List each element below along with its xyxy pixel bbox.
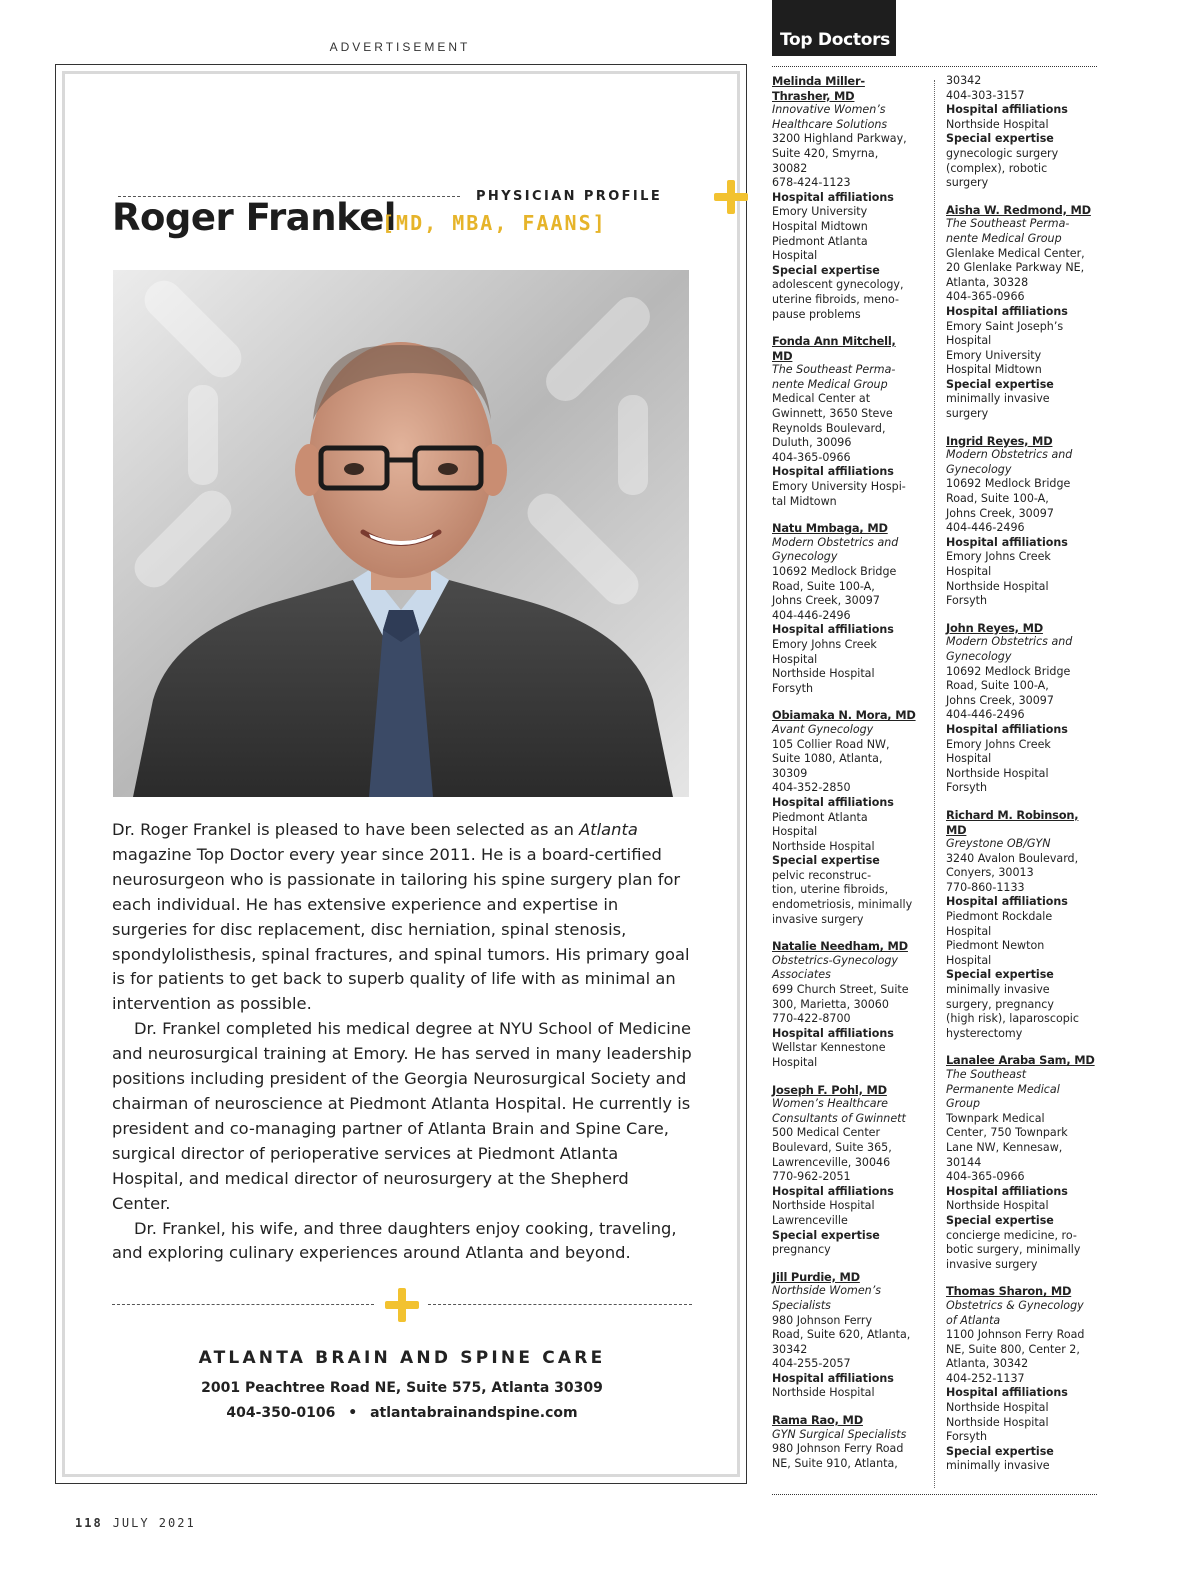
affiliation-line: Forsyth <box>946 1430 988 1444</box>
expertise-line: surgery <box>946 176 989 190</box>
doctor-list-left-column <box>772 74 928 1483</box>
address-line: Johns Creek, 30097 <box>946 693 1054 707</box>
affiliation-line: Hospital <box>772 249 818 263</box>
practice-name: nente Medical Group <box>772 377 888 391</box>
practice-name: Modern Obstetrics and <box>946 635 1073 649</box>
expertise-line: invasive surgery <box>772 912 864 926</box>
affiliation-line: Emory Johns Creek <box>946 737 1051 751</box>
address-line: Gwinnett, 3650 Steve <box>772 407 893 421</box>
address-line: 1100 Johnson Ferry Road <box>946 1328 1085 1342</box>
dotted-rule-top <box>772 66 1097 67</box>
expertise-label: Special expertise <box>946 1213 1054 1227</box>
affiliation-line: Forsyth <box>772 681 814 695</box>
phone-number: 678-424-1123 <box>772 176 851 190</box>
practice-name: The Southeast <box>946 1068 1027 1081</box>
bio-text: Dr. Roger Frankel is pleased to have been selected as an <box>112 820 580 839</box>
expertise-line: adolescent gynecology, <box>772 278 904 292</box>
portrait-illustration <box>113 270 689 797</box>
bio-paragraph-2: Dr. Frankel completed his medical degree at NYU School of Medicine and neurosurgical training at Emory. He has served in many leadership positions including president of the Georgia Neurosurgical Society and chairman of neuroscience at Piedmont Atlanta Hospital. He currently is president and co-managing partner of Atlanta Brain and Spine Care, surgical director of perioperative services at Piedmont Atlanta Hospital, and medical director of neurosurgery at the Shepherd Center. <box>112 1019 692 1213</box>
dotted-rule-bottom <box>772 1494 1097 1495</box>
practice-name: Gynecology <box>946 649 1012 663</box>
expertise-line: endometriosis, minimally <box>772 898 913 912</box>
address-line: Road, Suite 620, Atlanta, <box>772 1328 911 1342</box>
address-line: Road, Suite 100-A, <box>946 492 1049 506</box>
address-line: 30082 <box>772 161 808 175</box>
doctor-name: Melinda Miller- <box>772 74 865 88</box>
expertise-line: surgery <box>946 407 989 421</box>
address-line: Boulevard, Suite 365, <box>772 1140 892 1154</box>
affiliation-line: Emory Saint Joseph’s <box>946 319 1064 333</box>
practice-name: Consultants of Gwinnett <box>772 1111 906 1125</box>
expertise-line: minimally invasive <box>946 1459 1050 1473</box>
doctor-name: MD <box>772 348 793 363</box>
affiliation-line: Hospital <box>772 825 818 839</box>
doctor-entry <box>772 334 928 509</box>
affiliation-line: Hospital Midtown <box>946 363 1042 377</box>
physician-bio <box>112 818 692 1266</box>
practice-name: ATLANTA BRAIN AND SPINE CARE <box>198 1348 606 1368</box>
doctor-entry <box>772 1413 928 1471</box>
affiliation-line: Northside Hospital <box>946 1401 1049 1415</box>
affiliation-line: Hospital <box>946 565 992 578</box>
doctor-list-right-column <box>946 74 1102 1486</box>
practice-name: Women’s Healthcare <box>772 1097 888 1111</box>
expertise-line: concierge medicine, ro- <box>946 1228 1077 1242</box>
doctor-name: Ingrid Reyes, MD <box>946 433 1053 448</box>
address-line: 300, Marietta, 30060 <box>772 997 889 1011</box>
practice-name: Obstetrics-Gynecology <box>772 953 898 967</box>
doctor-entry <box>772 74 928 322</box>
address-line: NE, Suite 800, Center 2, <box>946 1342 1080 1356</box>
practice-name: Innovative Women’s <box>772 103 886 117</box>
affiliations-label: Hospital affiliations <box>772 1184 894 1198</box>
doctor-entry <box>772 521 928 696</box>
address-line: Suite 420, Smyrna, <box>772 146 879 160</box>
expertise-line: (high risk), laparoscopic <box>946 1012 1079 1026</box>
address-line: Lawrenceville, 30046 <box>772 1155 891 1169</box>
affiliation-line: Northside Hospital <box>946 579 1049 593</box>
address-line: 10692 Medlock Bridge <box>946 477 1071 491</box>
bio-text: magazine Top Doctor every year since 2011. He is a board-certified neurosurgeon who is passionate in tailoring his spine surgery plan for each individual. He has extensive experience and expertise in surgeries for disc replacement, disc herniation, spinal stenosis, spondylolisthesis, spinal fractures, and spinal tumors. His primary goal is for patients to get back to superb quality of life with as minimal an intervention as possible. <box>112 844 690 1014</box>
expertise-line: pelvic reconstruc- <box>772 868 872 882</box>
affiliation-line: Hospital <box>946 752 992 766</box>
page-number: 118 <box>75 1516 103 1530</box>
address-line: Road, Suite 100-A, <box>772 579 875 593</box>
expertise-label: Special expertise <box>946 132 1054 146</box>
doctor-entry <box>946 434 1102 609</box>
expertise-label: Special expertise <box>946 377 1054 391</box>
affiliation-line: tal Midtown <box>772 494 837 508</box>
affiliation-line: Northside Hospital <box>946 1199 1049 1213</box>
affiliations-label: Hospital affiliations <box>772 623 894 637</box>
affiliation-line: Hospital <box>946 924 992 938</box>
address-line: 20 Glenlake Parkway NE, <box>946 261 1085 275</box>
address-line: 3200 Highland Parkway, <box>772 132 907 146</box>
address-line: Lane NW, Kennesaw, <box>946 1140 1063 1154</box>
expertise-line: uterine fibroids, meno- <box>772 292 899 306</box>
affiliation-line: Northside Hospital <box>772 839 875 853</box>
phone-number: 404-446-2496 <box>946 708 1025 722</box>
phone-number: 404-365-0966 <box>946 290 1025 304</box>
doctor-name: Fonda Ann Mitchell, <box>772 334 896 349</box>
address-line: Reynolds Boulevard, <box>772 421 886 435</box>
practice-name: of Atlanta <box>946 1313 1001 1327</box>
phone-number: 770-962-2051 <box>772 1170 851 1184</box>
doctor-entry <box>772 1270 928 1401</box>
plus-icon <box>385 1288 419 1322</box>
affiliations-label: Hospital affiliations <box>946 722 1068 736</box>
doctor-name: Rama Rao, MD <box>772 1413 863 1428</box>
doctor-name: Jill Purdie, MD <box>772 1269 860 1284</box>
phone-number: 404-252-1137 <box>946 1371 1025 1385</box>
practice-website: atlantabrainandspine.com <box>370 1405 578 1421</box>
address-line: Townpark Medical <box>946 1111 1045 1125</box>
doctor-name: Obiamaka N. Mora, MD <box>772 708 916 723</box>
practice-name: Avant Gynecology <box>772 722 874 736</box>
doctor-entry <box>772 939 928 1070</box>
expertise-line: minimally invasive <box>946 392 1050 406</box>
affiliation-line: Northside Hospital <box>772 1386 875 1400</box>
issue-date: JULY 2021 <box>112 1516 196 1530</box>
doctor-name: Joseph F. Pohl, MD <box>772 1082 887 1097</box>
doctor-name: Lanalee Araba Sam, MD <box>946 1053 1095 1068</box>
affiliation-line: Hospital <box>946 334 992 348</box>
practice-name: Obstetrics & Gynecology <box>946 1298 1084 1312</box>
phone-number: 404-255-2057 <box>772 1357 851 1371</box>
advertisement-label: ADVERTISEMENT <box>329 40 471 54</box>
expertise-line: botic surgery, minimally <box>946 1243 1081 1257</box>
physician-portrait <box>113 270 689 797</box>
affiliation-line: Piedmont Rockdale <box>946 910 1053 924</box>
affiliations-label: Hospital affiliations <box>946 535 1068 549</box>
affiliation-line: Northside Hospital <box>946 766 1049 780</box>
affiliations-label: Hospital affiliations <box>772 1371 894 1385</box>
affiliations-label: Hospital affiliations <box>946 1386 1068 1400</box>
doctor-name: John Reyes, MD <box>946 620 1043 635</box>
expertise-line: pause problems <box>772 307 861 321</box>
doctor-entry <box>946 74 1102 191</box>
top-doctors-tab: Top Doctors <box>772 0 896 56</box>
expertise-line: surgery, pregnancy <box>946 997 1054 1011</box>
affiliation-line: Hospital <box>946 953 992 967</box>
practice-address: 2001 Peachtree Road NE, Suite 575, Atlanta 30309 <box>201 1380 603 1396</box>
address-line: Johns Creek, 30097 <box>772 594 880 608</box>
address-line: 30144 <box>946 1155 982 1169</box>
address-line: Conyers, 30013 <box>946 866 1034 880</box>
address-line: 699 Church Street, Suite <box>772 983 909 997</box>
address-line: 3240 Avalon Boulevard, <box>946 851 1079 865</box>
practice-name: Associates <box>772 968 831 982</box>
doctor-name: MD <box>946 822 967 837</box>
address-line: 30342 <box>772 1342 808 1356</box>
column-separator <box>934 80 935 1488</box>
practice-name: GYN Surgical Specialists <box>772 1427 907 1441</box>
affiliation-line: Piedmont Atlanta <box>772 810 868 824</box>
doctor-entry <box>772 708 928 927</box>
phone-number: 404-303-3157 <box>946 88 1025 102</box>
affiliations-label: Hospital affiliations <box>946 103 1068 117</box>
phone-number: 404-352-2850 <box>772 781 851 795</box>
address-line: Johns Creek, 30097 <box>946 506 1054 520</box>
affiliation-line: Northside Hospital <box>772 667 875 681</box>
affiliations-label: Hospital affiliations <box>772 190 894 204</box>
phone-number: 770-422-8700 <box>772 1012 851 1026</box>
doctor-entry <box>772 1083 928 1258</box>
affiliation-line: Northside Hospital <box>772 1199 875 1213</box>
address-line: NE, Suite 910, Atlanta, <box>772 1456 898 1470</box>
dashed-rule <box>112 1304 374 1305</box>
affiliation-line: Forsyth <box>946 781 988 795</box>
expertise-label: Special expertise <box>772 1228 880 1242</box>
bio-paragraph-3: Dr. Frankel, his wife, and three daughters enjoy cooking, traveling, and exploring culinary experiences around Atlanta and beyond. <box>112 1218 677 1263</box>
phone-number: 404-365-0966 <box>772 450 851 464</box>
doctor-name: Aisha W. Redmond, MD <box>946 202 1091 217</box>
practice-contact <box>112 1405 692 1421</box>
practice-name: Gynecology <box>772 550 838 564</box>
dashed-rule <box>428 1304 692 1305</box>
affiliation-line: Hospital <box>772 652 818 666</box>
affiliation-line: Emory Johns Creek <box>772 637 877 651</box>
doctor-entry <box>946 203 1102 422</box>
doctor-entry <box>946 621 1102 796</box>
affiliation-line: Hospital <box>772 1056 818 1069</box>
expertise-label: Special expertise <box>772 263 880 277</box>
doctor-name: Natalie Needham, MD <box>772 939 908 954</box>
practice-name: Modern Obstetrics and <box>772 535 899 549</box>
phone-number: 770-860-1133 <box>946 880 1025 894</box>
address-line: 105 Collier Road NW, <box>772 737 890 751</box>
practice-name: Healthcare Solutions <box>772 117 888 131</box>
address-line: Duluth, 30096 <box>772 436 852 450</box>
expertise-label: Special expertise <box>946 1444 1054 1458</box>
affiliation-line: Northside Hospital <box>946 1415 1049 1429</box>
affiliations-label: Hospital affiliations <box>946 1184 1068 1198</box>
bullet-separator: • <box>348 1405 358 1421</box>
phone-number: 404-446-2496 <box>946 521 1025 535</box>
expertise-line: invasive surgery <box>946 1257 1038 1271</box>
address-line: Center, 750 Townpark <box>946 1126 1068 1140</box>
address-line: 10692 Medlock Bridge <box>772 565 897 578</box>
address-line: Medical Center at <box>772 392 871 406</box>
practice-name: The Southeast Perma- <box>946 217 1070 231</box>
bottom-divider <box>112 1288 692 1322</box>
affiliation-line: Wellstar Kennestone <box>772 1041 886 1055</box>
affiliations-label: Hospital affiliations <box>772 1026 894 1040</box>
address-line: 980 Johnson Ferry <box>772 1313 873 1327</box>
page-footer <box>75 1516 196 1530</box>
practice-name: Group <box>946 1097 981 1111</box>
practice-name: nente Medical Group <box>946 231 1062 245</box>
expertise-label: Special expertise <box>946 968 1054 982</box>
doctor-name: Thomas Sharon, MD <box>946 1284 1072 1299</box>
affiliations-label: Hospital affiliations <box>772 795 894 809</box>
phone-number: 404-446-2496 <box>772 608 851 622</box>
address-line: 10692 Medlock Bridge <box>946 664 1071 678</box>
expertise-line: (complex), robotic <box>946 161 1048 175</box>
practice-name: Permanente Medical <box>946 1082 1060 1096</box>
affiliation-line: Emory University <box>946 348 1042 362</box>
address-line: 500 Medical Center <box>772 1126 881 1140</box>
affiliations-label: Hospital affiliations <box>946 304 1068 318</box>
affiliation-line: Hospital Midtown <box>772 219 868 233</box>
practice-name: Northside Women’s <box>772 1284 882 1298</box>
bio-paragraph-1 <box>112 818 692 1017</box>
address-line: Suite 1080, Atlanta, <box>772 752 883 766</box>
affiliation-line: Piedmont Atlanta <box>772 234 868 248</box>
physician-credentials: [MD, MBA, FAANS] <box>382 211 607 235</box>
affiliations-label: Hospital affiliations <box>772 465 894 479</box>
doctor-name: Thrasher, MD <box>772 88 855 103</box>
expertise-line: tion, uterine fibroids, <box>772 883 889 897</box>
address-line: Glenlake Medical Center, <box>946 246 1085 260</box>
practice-phone: 404-350-0106 <box>226 1405 336 1421</box>
expertise-label: Special expertise <box>772 854 880 868</box>
doctor-name: Richard M. Robinson, <box>946 807 1079 822</box>
affiliation-line: Emory University <box>772 205 868 219</box>
magazine-name: Atlanta <box>579 820 638 839</box>
doctor-name: Natu Mmbaga, MD <box>772 521 888 536</box>
doctor-entry <box>946 1053 1102 1272</box>
expertise-line: hysterectomy <box>946 1026 1023 1040</box>
address-line: 980 Johnson Ferry Road <box>772 1442 904 1456</box>
expertise-line: minimally invasive <box>946 983 1050 997</box>
section-label: PHYSICIAN PROFILE <box>476 189 663 204</box>
practice-name: Gynecology <box>946 462 1012 476</box>
address-line: 30342 <box>946 74 982 87</box>
expertise-line: gynecologic surgery <box>946 146 1059 160</box>
practice-name: Modern Obstetrics and <box>946 448 1073 462</box>
practice-name: Greystone OB/GYN <box>946 837 1051 851</box>
address-line: Atlanta, 30328 <box>946 275 1029 289</box>
expertise-line: pregnancy <box>772 1243 831 1257</box>
practice-name: The Southeast Perma- <box>772 363 896 377</box>
phone-number: 404-365-0966 <box>946 1170 1025 1184</box>
affiliation-line: Northside Hospital <box>946 117 1049 131</box>
address-line: Road, Suite 100-A, <box>946 679 1049 693</box>
address-line: 30309 <box>772 766 808 780</box>
plus-icon <box>714 180 748 214</box>
affiliation-line: Emory University Hospi- <box>772 480 906 494</box>
address-line: Atlanta, 30342 <box>946 1357 1029 1371</box>
affiliation-line: Forsyth <box>946 594 988 608</box>
affiliation-line: Emory Johns Creek <box>946 550 1051 564</box>
affiliation-line: Piedmont Newton <box>946 939 1045 953</box>
doctor-entry <box>946 808 1102 1042</box>
affiliations-label: Hospital affiliations <box>946 895 1068 909</box>
doctor-entry <box>946 1284 1102 1474</box>
practice-name: Specialists <box>772 1298 831 1312</box>
physician-name: Roger Frankel <box>112 196 396 239</box>
affiliation-line: Lawrenceville <box>772 1213 848 1227</box>
